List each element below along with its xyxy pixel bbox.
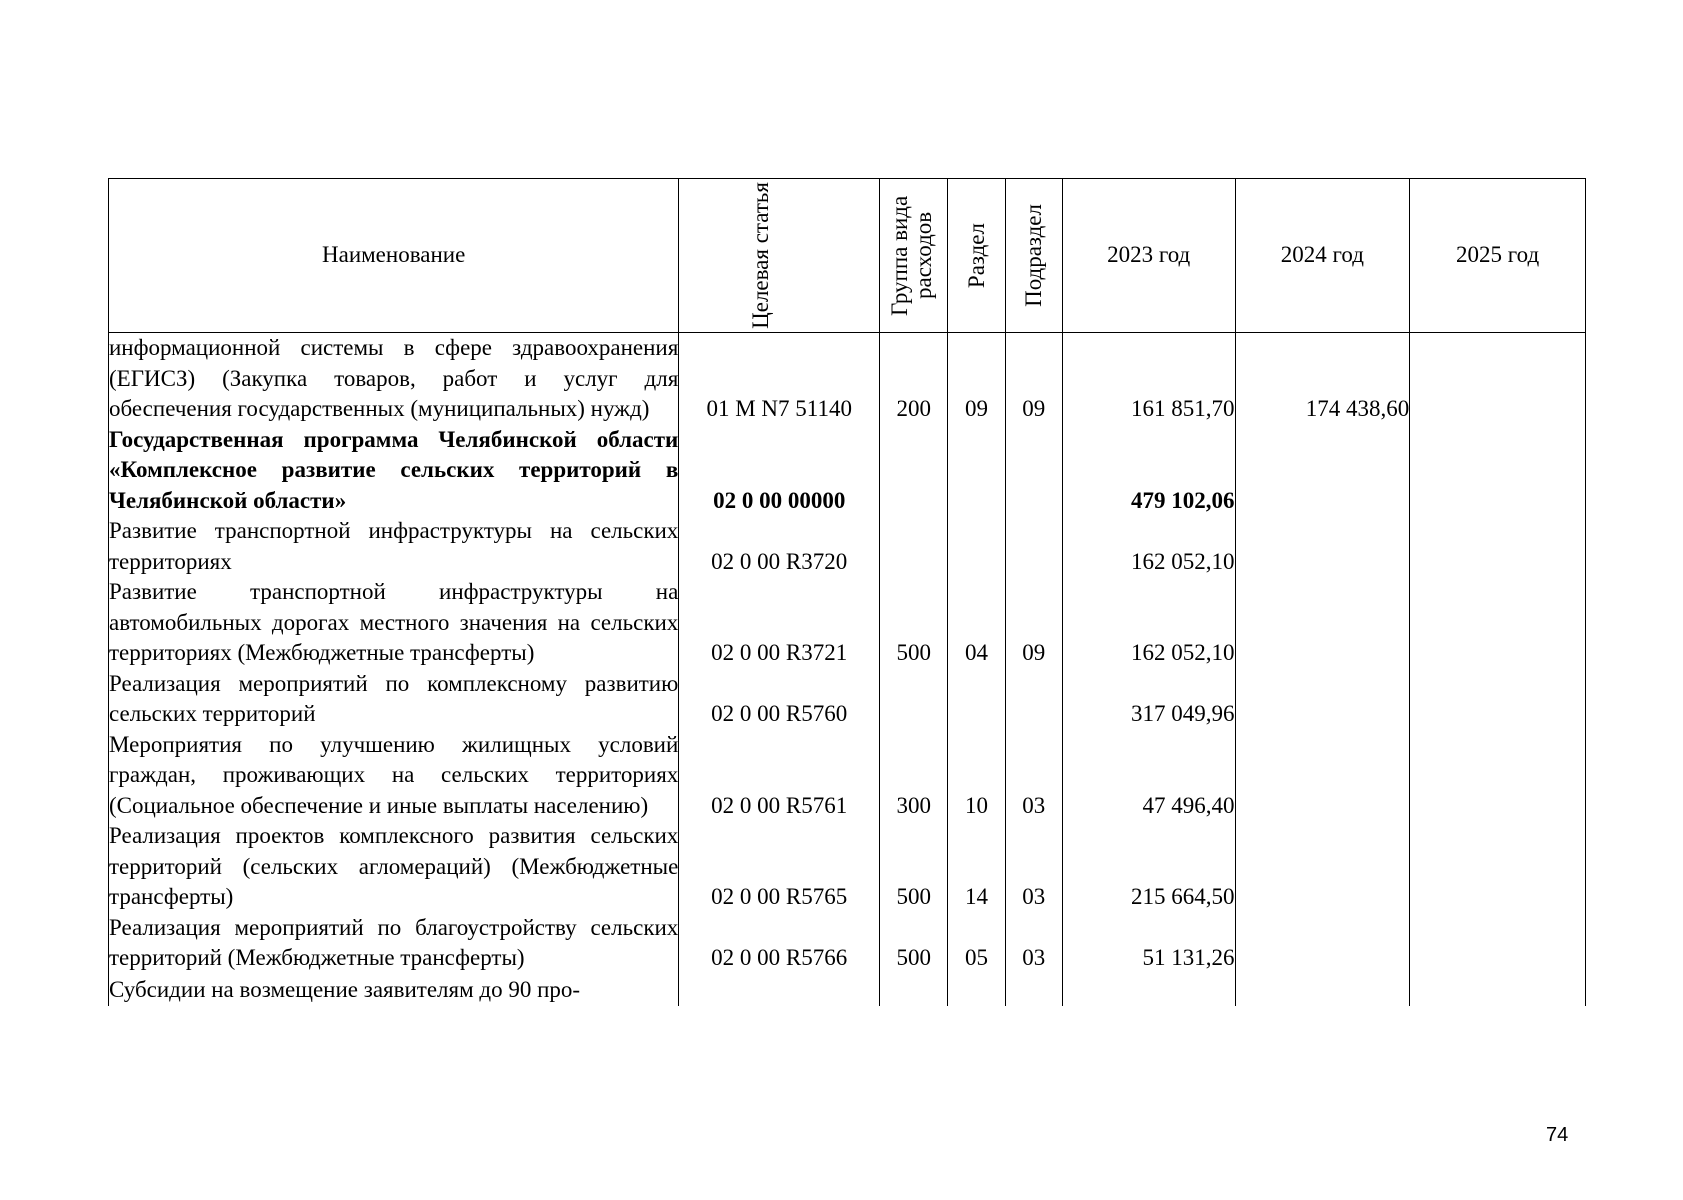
row-target-code bbox=[679, 974, 880, 1006]
row-2025 bbox=[1410, 821, 1586, 913]
row-2023: 161 851,70 bbox=[1062, 333, 1235, 425]
row-target-code: 02 0 00 R5765 bbox=[679, 821, 880, 913]
table-header-row bbox=[109, 179, 1586, 333]
row-subsection bbox=[1005, 425, 1062, 517]
header-section-label: Раздел bbox=[963, 222, 989, 289]
row-2023 bbox=[1062, 974, 1235, 1006]
header-2023-label: 2023 год bbox=[1107, 242, 1191, 268]
row-name: Развитие транспортной инфраструктуры на автомобильных дорогах местного значения на сельских территориях (Межбюджетные трансферты) bbox=[109, 577, 679, 669]
row-target-code: 02 0 00 R3721 bbox=[679, 577, 880, 669]
row-name: Реализация проектов комплексного развития сельских территорий (сельских агломераций) (Межбюджетные трансферты) bbox=[109, 821, 679, 913]
row-name: Мероприятия по улучшению жилищных условий граждан, проживающих на сельских территориях (Социальное обеспечение и иные выплаты населению) bbox=[109, 730, 679, 822]
row-group bbox=[880, 669, 948, 730]
header-2024-label: 2024 год bbox=[1280, 242, 1364, 268]
row-section: 10 bbox=[948, 730, 1005, 822]
table-row bbox=[109, 516, 1586, 577]
row-target-code: 02 0 00 R5760 bbox=[679, 669, 880, 730]
row-target-code: 02 0 00 00000 bbox=[679, 425, 880, 517]
row-group: 200 bbox=[880, 333, 948, 425]
row-group bbox=[880, 974, 948, 1006]
row-subsection: 09 bbox=[1005, 333, 1062, 425]
header-2025-label: 2025 год bbox=[1456, 242, 1540, 268]
row-2024 bbox=[1235, 516, 1410, 577]
row-section bbox=[948, 974, 1005, 1006]
row-2024 bbox=[1235, 821, 1410, 913]
row-subsection: 03 bbox=[1005, 730, 1062, 822]
row-section: 05 bbox=[948, 913, 1005, 974]
table-row bbox=[109, 974, 1586, 1006]
row-subsection bbox=[1005, 669, 1062, 730]
table-row bbox=[109, 821, 1586, 913]
row-2024: 174 438,60 bbox=[1235, 333, 1410, 425]
row-2025 bbox=[1410, 913, 1586, 974]
row-target-code: 02 0 00 R5761 bbox=[679, 730, 880, 822]
row-name: Развитие транспортной инфраструктуры на сельских территориях bbox=[109, 516, 679, 577]
row-subsection: 03 bbox=[1005, 821, 1062, 913]
row-2024 bbox=[1235, 425, 1410, 517]
row-2025 bbox=[1410, 333, 1586, 425]
header-group-label: Группа вида расходов bbox=[886, 195, 936, 316]
row-2023: 47 496,40 bbox=[1062, 730, 1235, 822]
row-group bbox=[880, 516, 948, 577]
table-row bbox=[109, 730, 1586, 822]
table-row bbox=[109, 669, 1586, 730]
row-2025 bbox=[1410, 516, 1586, 577]
table-row bbox=[109, 913, 1586, 974]
table-row bbox=[109, 577, 1586, 669]
row-group bbox=[880, 425, 948, 517]
row-target-code: 01 М N7 51140 bbox=[679, 333, 880, 425]
row-group: 300 bbox=[880, 730, 948, 822]
header-target-label: Целевая статья bbox=[748, 182, 774, 329]
header-subsection bbox=[1005, 179, 1062, 333]
row-2023: 317 049,96 bbox=[1062, 669, 1235, 730]
header-group bbox=[880, 179, 948, 333]
row-section bbox=[948, 669, 1005, 730]
row-subsection: 03 bbox=[1005, 913, 1062, 974]
row-name: Субсидии на возмещение заявителям до 90 про- bbox=[109, 974, 679, 1006]
header-2025 bbox=[1410, 179, 1586, 333]
row-subsection bbox=[1005, 974, 1062, 1006]
header-subsection-label: Подраздел bbox=[1020, 204, 1046, 307]
row-2025 bbox=[1410, 730, 1586, 822]
row-2025 bbox=[1410, 425, 1586, 517]
row-group: 500 bbox=[880, 821, 948, 913]
row-group: 500 bbox=[880, 913, 948, 974]
row-2024 bbox=[1235, 577, 1410, 669]
row-2024 bbox=[1235, 913, 1410, 974]
row-section: 09 bbox=[948, 333, 1005, 425]
budget-table bbox=[108, 178, 1586, 1006]
row-2024 bbox=[1235, 974, 1410, 1006]
row-2023: 215 664,50 bbox=[1062, 821, 1235, 913]
header-2023 bbox=[1062, 179, 1235, 333]
table-row bbox=[109, 425, 1586, 517]
row-section: 14 bbox=[948, 821, 1005, 913]
header-name bbox=[109, 179, 679, 333]
row-2025 bbox=[1410, 974, 1586, 1006]
row-group: 500 bbox=[880, 577, 948, 669]
row-2024 bbox=[1235, 669, 1410, 730]
row-section bbox=[948, 425, 1005, 517]
row-2025 bbox=[1410, 669, 1586, 730]
row-2023: 162 052,10 bbox=[1062, 577, 1235, 669]
header-2024 bbox=[1235, 179, 1410, 333]
row-2025 bbox=[1410, 577, 1586, 669]
row-target-code: 02 0 00 R5766 bbox=[679, 913, 880, 974]
row-name: информационной системы в сфере здравоохранения (ЕГИСЗ) (Закупка товаров, работ и услуг для обеспечения государственных (муниципальных) нужд) bbox=[109, 333, 679, 425]
header-section bbox=[948, 179, 1005, 333]
page-number: 74 bbox=[1546, 1124, 1569, 1146]
header-target bbox=[679, 179, 880, 333]
row-2024 bbox=[1235, 730, 1410, 822]
row-section bbox=[948, 516, 1005, 577]
row-section: 04 bbox=[948, 577, 1005, 669]
row-name: Реализация мероприятий по комплексному развитию сельских территорий bbox=[109, 669, 679, 730]
table-row bbox=[109, 333, 1586, 425]
row-name: Реализация мероприятий по благоустройству сельских территорий (Межбюджетные трансферты) bbox=[109, 913, 679, 974]
row-2023: 479 102,06 bbox=[1062, 425, 1235, 517]
header-name-label: Наименование bbox=[322, 242, 466, 268]
row-name: Государственная программа Челябинской области «Комплексное развитие сельских территорий в Челябинской области» bbox=[109, 425, 679, 517]
row-2023: 51 131,26 bbox=[1062, 913, 1235, 974]
row-subsection bbox=[1005, 516, 1062, 577]
row-2023: 162 052,10 bbox=[1062, 516, 1235, 577]
row-target-code: 02 0 00 R3720 bbox=[679, 516, 880, 577]
row-subsection: 09 bbox=[1005, 577, 1062, 669]
